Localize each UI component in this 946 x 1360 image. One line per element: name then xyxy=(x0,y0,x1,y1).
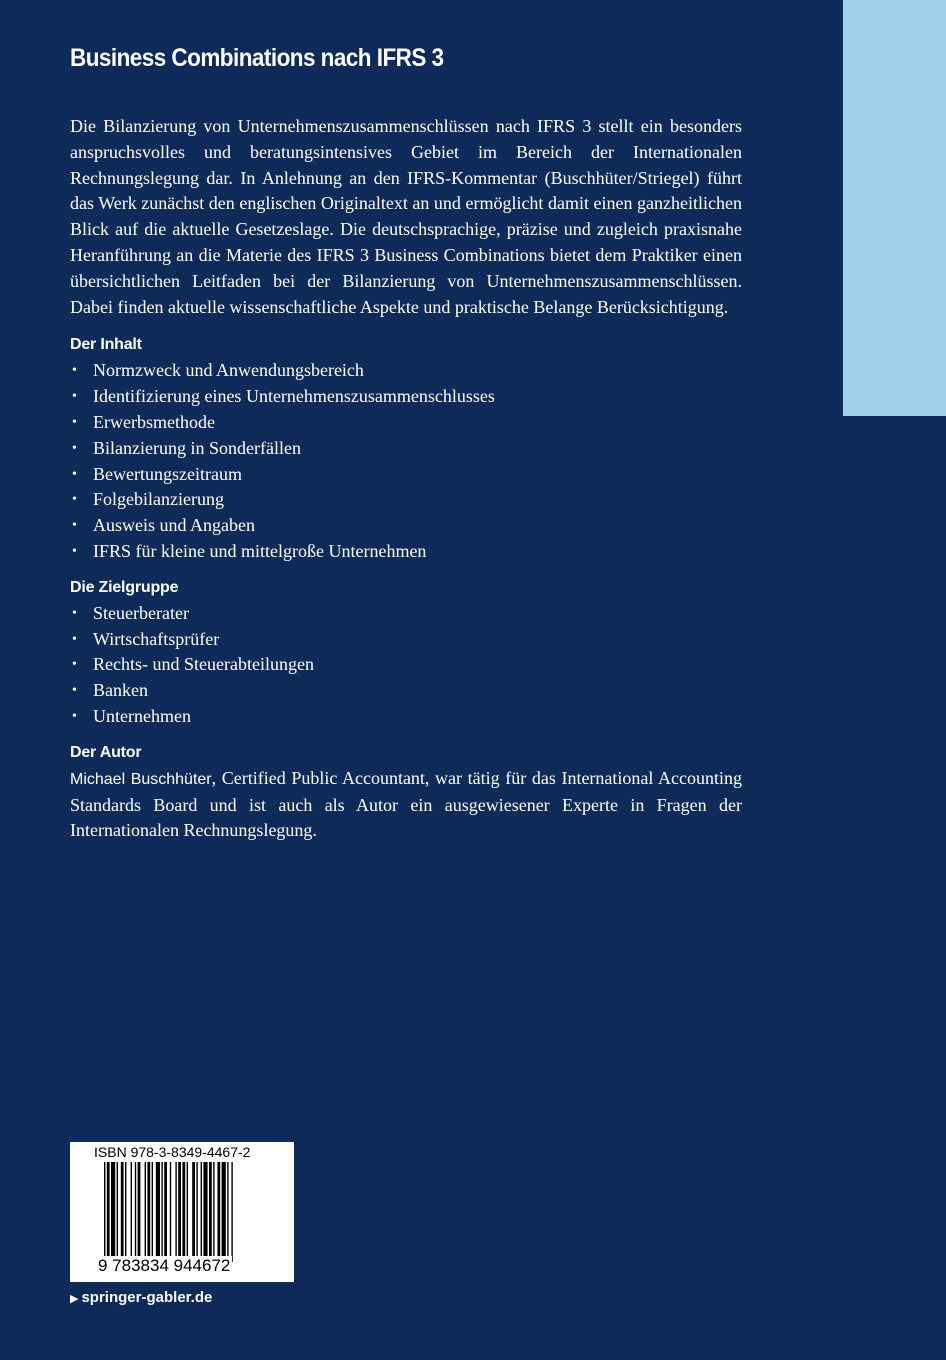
autor-heading: Der Autor xyxy=(70,743,142,761)
bullet-icon: • xyxy=(72,708,77,724)
barcode-bar xyxy=(131,1162,132,1262)
barcode-bar xyxy=(187,1162,188,1262)
list-item: • Folgebilanzierung xyxy=(70,487,742,513)
barcode-bar xyxy=(125,1162,126,1262)
barcode-bar xyxy=(222,1162,226,1262)
bullet-icon: • xyxy=(72,363,77,379)
barcode-bar xyxy=(182,1162,185,1262)
barcode-bar xyxy=(217,1162,220,1262)
publisher-url: springer-gabler.de xyxy=(81,1289,213,1306)
bullet-icon: • xyxy=(72,543,77,559)
barcode xyxy=(70,1142,294,1282)
barcode-bar xyxy=(192,1162,195,1262)
bullet-icon: • xyxy=(72,440,77,456)
bullet-icon: • xyxy=(72,657,77,673)
bullet-icon: • xyxy=(72,389,77,405)
author-paragraph xyxy=(70,766,742,844)
arrow-right-icon: ▶ xyxy=(70,1293,79,1305)
list-item: • Steuerberater xyxy=(70,601,742,627)
isbn-number: ISBN 978-3-8349-4467-2 xyxy=(94,1144,251,1160)
barcode-bar xyxy=(107,1162,110,1262)
list-item: • Identifizierung eines Unternehmenszusammenschlusses xyxy=(70,384,742,410)
barcode-bar xyxy=(213,1162,214,1262)
list-item: • Bewertungszeitraum xyxy=(70,462,742,488)
barcode-bar xyxy=(201,1162,202,1262)
barcode-bar xyxy=(161,1162,162,1262)
bullet-icon: • xyxy=(72,492,77,508)
author-name: Michael Buschhüter xyxy=(70,770,212,788)
list-item: • Normzweck und Anwendungsbereich xyxy=(70,358,742,384)
barcode-bar xyxy=(196,1162,197,1262)
ean-digits: 9 783834 944672 xyxy=(98,1256,231,1275)
barcode-bar xyxy=(138,1162,141,1262)
publisher-link[interactable] xyxy=(70,1289,212,1306)
list-item: • Banken xyxy=(70,678,742,704)
barcode-bar xyxy=(203,1162,207,1262)
bullet-icon: • xyxy=(72,466,77,482)
barcode-bar xyxy=(147,1162,150,1262)
barcode-bar xyxy=(227,1162,228,1262)
list-item: • Bilanzierung in Sonderfällen xyxy=(70,436,742,462)
barcode-bar xyxy=(121,1162,124,1262)
barcode-bar xyxy=(209,1162,212,1262)
barcode-bar xyxy=(117,1162,118,1262)
bullet-icon: • xyxy=(72,605,77,621)
list-item: • Wirtschaftsprüfer xyxy=(70,627,742,653)
cover-text xyxy=(70,114,742,844)
accent-bar xyxy=(843,0,946,416)
inhalt-list xyxy=(70,358,742,564)
barcode-bar xyxy=(175,1162,176,1262)
barcode-bar xyxy=(135,1162,136,1262)
barcode-bar xyxy=(178,1162,181,1262)
book-title: Business Combinations nach IFRS 3 xyxy=(70,44,444,72)
barcode-bar xyxy=(152,1162,153,1262)
list-item: • Rechts- und Steuerabteilungen xyxy=(70,652,742,678)
barcode-bar xyxy=(104,1162,105,1262)
bullet-icon: • xyxy=(72,631,77,647)
barcode-bar xyxy=(111,1162,115,1262)
barcode-bar xyxy=(145,1162,146,1262)
intro-paragraph: Die Bilanzierung von Unternehmenszusammenschlüssen nach IFRS 3 stellt ein besonders anspruchsvolles und beratungsintensives Gebiet im Bereich der Internationalen Rechnungslegung dar. In Anlehnung an den IFRS-Kommentar (Buschhüter/Striegel) führt das Werk zunächst den englischen Originaltext an und ermöglicht damit einen ganzheitlichen Blick auf die aktuelle Gesetzeslage. Die deutschsprachige, präzise und zugleich praxisnahe Heranführung an die Materie des IFRS 3 Business Combinations bietet dem Praktiker einen übersichtlichen Leitfaden bei der Bilanzierung von Unternehmenszusammenschlüssen. Dabei finden aktuelle wissenschaftliche Aspekte und praktische Belange Berücksichtigung. xyxy=(70,116,742,317)
inhalt-heading: Der Inhalt xyxy=(70,336,142,354)
list-item: • Unternehmen xyxy=(70,704,742,730)
author-bio: , Certified Public Accountant, war tätig für das International Accounting Standards Board und ist auch als Autor ein ausgewiesener Experte in Fragen der Internationalen Rechnungslegung. xyxy=(70,767,743,841)
list-item: • Erwerbsmethode xyxy=(70,410,742,436)
bullet-icon: • xyxy=(72,683,77,699)
barcode-bar xyxy=(170,1162,171,1262)
barcode-bar xyxy=(164,1162,167,1262)
list-item: • Ausweis und Angaben xyxy=(70,513,742,539)
list-item: • IFRS für kleine und mittelgroße Unternehmen xyxy=(70,539,742,565)
zielgruppe-list xyxy=(70,601,742,730)
barcode-bar xyxy=(156,1162,160,1262)
zielgruppe-heading: Die Zielgruppe xyxy=(70,578,179,596)
bullet-icon: • xyxy=(72,414,77,430)
barcode-bar xyxy=(231,1162,232,1262)
bullet-icon: • xyxy=(72,518,77,534)
